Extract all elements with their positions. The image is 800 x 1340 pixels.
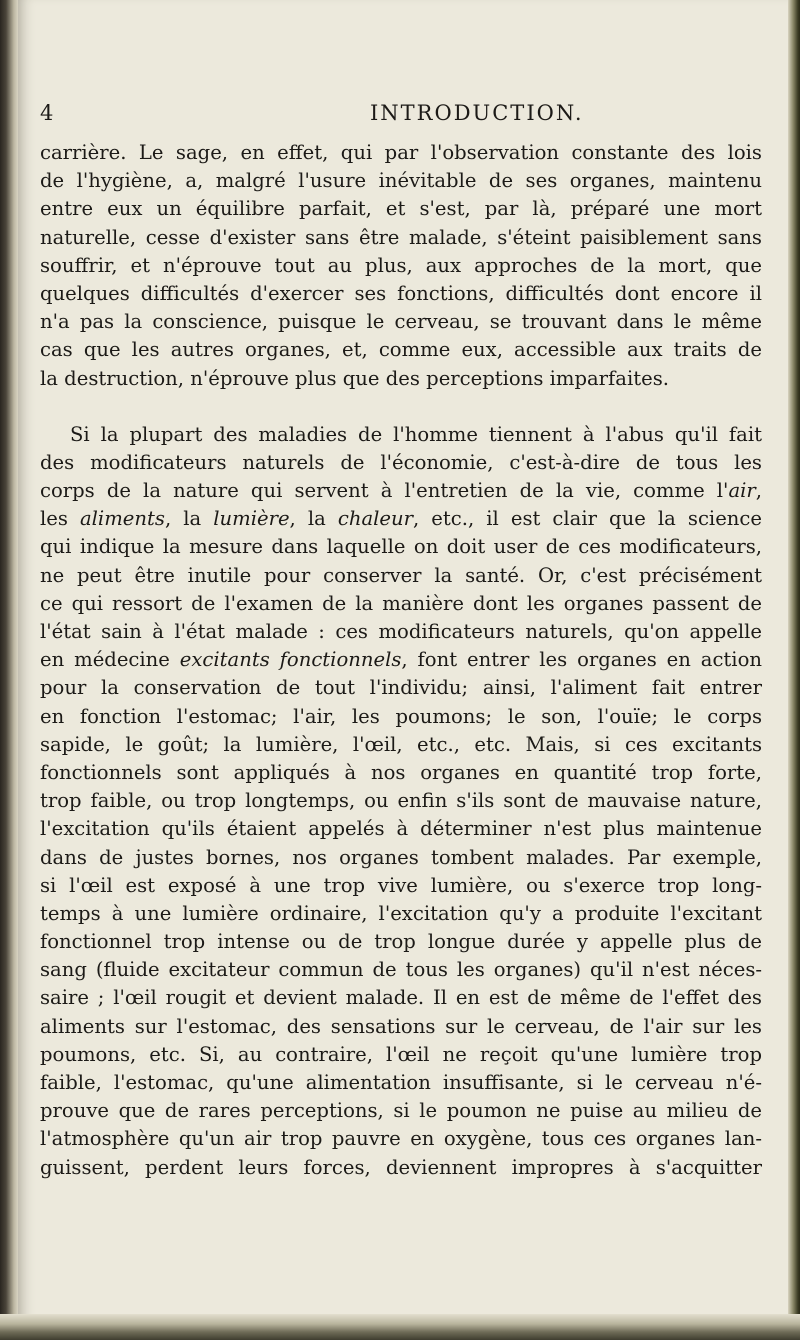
text-line [40, 421, 762, 449]
text-line: n'a pas la conscience, puisque le cerveau, se trouvant dans le même [40, 310, 762, 334]
text-run: , etc., il est clair que la science [412, 507, 762, 531]
text-line: guissent, perdent leurs forces, deviennent impropres à s'acquitter [40, 1155, 762, 1179]
text-line: faible, l'estomac, qu'une alimentation insuffisante, si le cerveau n'é- [40, 1071, 762, 1094]
text-line: quelques difficultés d'exercer ses fonctions, difficultés dont encore il [40, 281, 762, 305]
text-line: prouve que de rares perceptions, si le poumon ne puise au milieu de [40, 1099, 762, 1123]
page-number: 4 [40, 101, 55, 125]
italic-term-chaleur: chaleur [337, 507, 413, 531]
text-run: , font entrer les organes en action [401, 648, 762, 672]
text-line: entre eux un équilibre parfait, et s'est, par là, préparé une mort [40, 197, 762, 221]
text-line [40, 505, 762, 533]
text-line: en fonction l'estomac; l'air, les poumons; le son, l'ouïe; le corps [40, 704, 762, 728]
text-line: qui indique la mesure dans laquelle on doit user de ces modificateurs, [40, 535, 762, 559]
text-line: souffrir, et n'éprouve tout au plus, aux approches de la mort, que [40, 253, 762, 277]
paragraph-gap [40, 393, 762, 421]
text-line: l'état sain à l'état malade : ces modificateurs naturels, qu'on appelle [40, 620, 762, 643]
text-run: les [40, 507, 80, 531]
page-left-edge [0, 0, 20, 1340]
paragraph-1 [40, 139, 762, 393]
text-run: Si la plupart des maladies de l'homme tiennent à l'abus qu'il fait [70, 422, 762, 446]
italic-term-excitants-fonctionnels: excitants fonctionnels [179, 648, 402, 672]
body-text [40, 139, 762, 1182]
text-line [40, 477, 762, 505]
text-line: ne peut être inutile pour conserver la santé. Or, c'est précisément [40, 563, 762, 587]
text-line: l'atmosphère qu'un air trop pauvre en oxygène, tous ces organes lan- [40, 1127, 762, 1151]
text-line: cas que les autres organes, et, comme eux, accessible aux traits de [40, 338, 762, 362]
text-line: naturelle, cesse d'exister sans être malade, s'éteint paisiblement sans [40, 225, 762, 249]
text-line: fonctionnels sont appliqués à nos organes en quantité trop forte, [40, 760, 762, 784]
text-line: sang (fluide excitateur commun de tous les organes) qu'il n'est néces- [40, 958, 762, 982]
text-line: temps à une lumière ordinaire, l'excitation qu'y a produite l'excitant [40, 901, 762, 925]
text-line: poumons, etc. Si, au contraire, l'œil ne reçoit qu'une lumière trop [40, 1042, 762, 1066]
text-line: la destruction, n'éprouve plus que des perceptions imparfaites. [40, 366, 669, 390]
text-line: pour la conservation de tout l'individu; ainsi, l'aliment fait entrer [40, 676, 762, 700]
text-line: trop faible, ou trop longtemps, ou enfin s'ils sont de mauvaise nature, [40, 789, 762, 813]
text-run: , la [164, 507, 214, 531]
italic-term-lumiere: lumière [213, 507, 290, 531]
text-run: , [755, 479, 762, 503]
text-line: dans de justes bornes, nos organes tombent malades. Par exemple, [40, 845, 762, 869]
text-run: , la [289, 507, 338, 531]
text-line [40, 646, 762, 674]
text-line: fonctionnel trop intense ou de trop longue durée y appelle plus de [40, 930, 762, 954]
text-line: si l'œil est exposé à une trop vive lumière, ou s'exerce trop long- [40, 873, 762, 897]
text-line: saire ; l'œil rougit et devient malade. Il en est de même de l'effet des [40, 986, 762, 1010]
text-line: l'excitation qu'ils étaient appelés à déterminer n'est plus maintenue [40, 817, 762, 841]
text-run: des modificateurs naturels de l'économie, c'est-à-dire de tous les [40, 450, 762, 474]
text-run: en médecine [40, 648, 180, 672]
text-line: ce qui ressort de l'examen de la manière dont les organes passent de [40, 591, 762, 615]
text-run: corps de la nature qui servent à l'entretien de la vie, comme l' [40, 479, 729, 503]
text-line [40, 449, 762, 477]
text-line: carrière. Le sage, en effet, qui par l'observation constante des lois [40, 141, 762, 164]
paragraph-2 [40, 421, 762, 1182]
text-line: sapide, le goût; la lumière, l'œil, etc., etc. Mais, si ces excitants [40, 732, 762, 756]
page-header [40, 101, 760, 131]
italic-term-air: air [728, 479, 756, 503]
italic-term-aliments: aliments [79, 507, 165, 531]
text-line: aliments sur l'estomac, des sensations sur le cerveau, de l'air sur les [40, 1014, 762, 1038]
text-line: de l'hygiène, a, malgré l'usure inévitable de ses organes, maintenu [40, 169, 762, 193]
running-head: INTRODUCTION. [370, 101, 584, 125]
page-right-edge [788, 0, 800, 1340]
page-bottom-edge [0, 1314, 800, 1340]
